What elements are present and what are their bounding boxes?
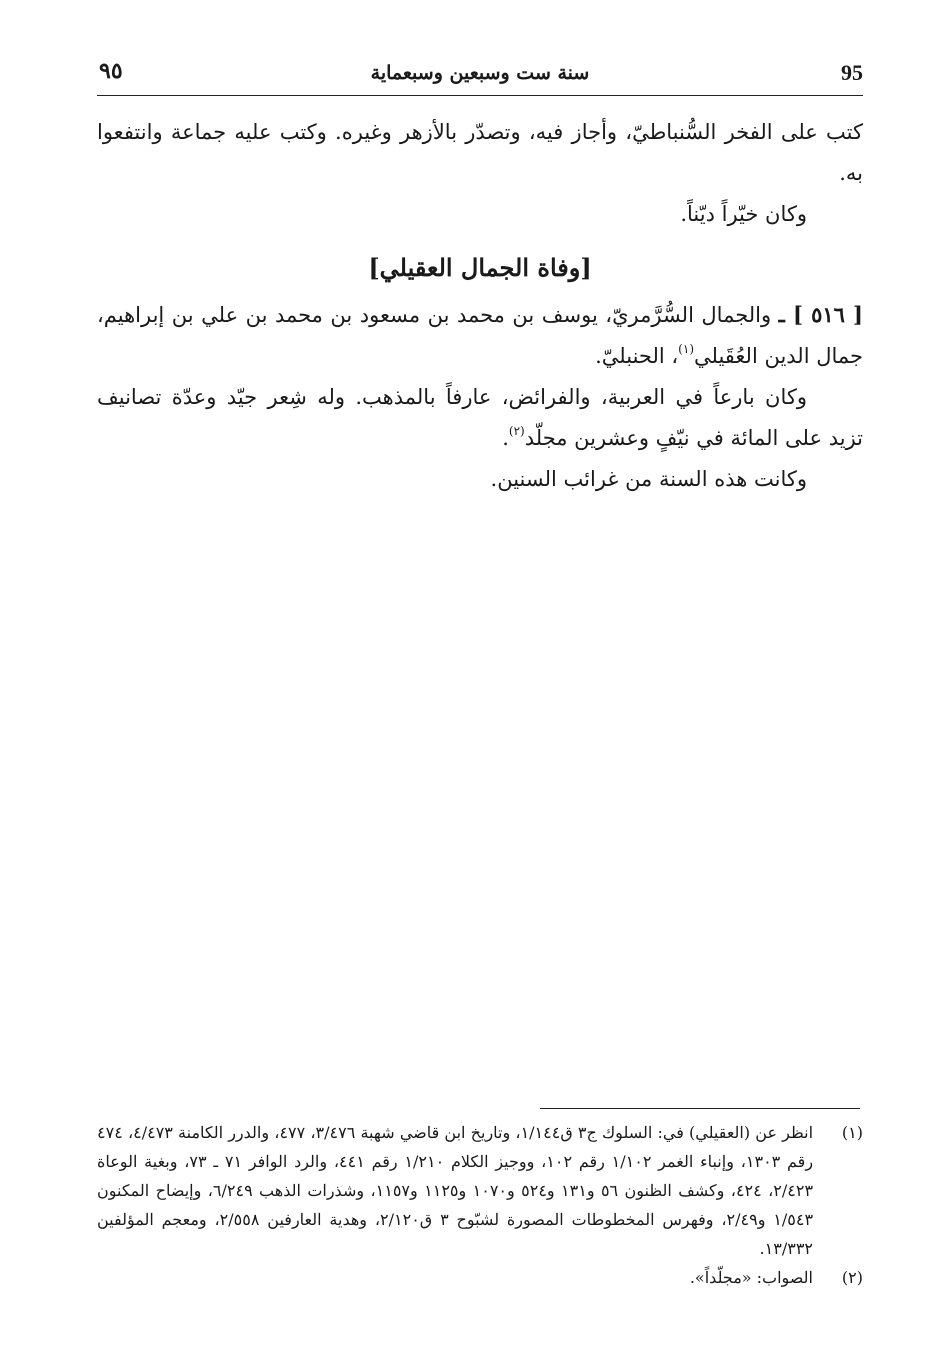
footnote xyxy=(97,1118,863,1263)
paragraph: وكانت هذه السنة من غرائب السنين. xyxy=(490,467,807,491)
footnote-ref[interactable]: (١) xyxy=(678,342,694,356)
footnote-text: الصواب: «مجلّداً». xyxy=(689,1268,813,1287)
paragraph-text-end: . xyxy=(502,426,509,450)
paragraph-text: وكان بارعاً في العربية، والفرائض، عارفاً بالمذهب. وله شِعر جيّد وعدّة تصانيف تزيد على المائة في نيّفٍ وعشرين مجلّد xyxy=(97,385,863,450)
footnote xyxy=(97,1263,863,1292)
entry-text-end: ، الحنبليّ. xyxy=(595,344,679,368)
biography-entry xyxy=(97,294,863,377)
footnote-rule xyxy=(540,1108,860,1109)
footnote-number: (٢) xyxy=(841,1268,863,1287)
entry-number: [ ٥١٦ ] ـ xyxy=(778,302,863,327)
paragraph xyxy=(97,377,863,459)
footnote-text: انظر عن (العقيلي) في: السلوك ج٣ ق١/١٤٤، وتاريخ ابن قاضي شهبة ٣/٤٧٦، ٤٧٧، والدرر الكامنة ٤/٤٧٣، ٤٧٤ رقم ١٣٠٣، وإنباء الغمر ١/١٠٢ رقم ١٠٢، ووجيز الكلام ١/٢١٠ رقم ٤٤١، والرد الوافر ٧١ ـ ٧٣، وبغية الوعاة ٢/٤٢٣، ٤٢٤، وكشف الظنون ٥٦ و١٣١ و٥٢٤ و١٠٧٠ و١١٢٥ و١١٥٧، وشذرات الذهب ٦/٢٤٩، وإيضاح المكنون ١/٥٤٣ و٢/٤٩، وفهرس المخطوطات المصورة لشبّوح ٣ ق٢/١٢٠، وهدية العارفين ٢/٥٥٨، ومعجم المؤلفين ١٣/٣٣٢. xyxy=(97,1123,814,1258)
paragraph: وكان خيّراً ديّناً. xyxy=(680,202,807,226)
page-header xyxy=(97,58,863,94)
entry-text: والجمال السُّرَّمريّ، يوسف بن محمد بن مسعود بن محمد بن علي بن إبراهيم، جمال الدين العُقَيلي xyxy=(97,303,863,368)
running-title: سنة ست وسبعين وسبعماية xyxy=(370,62,590,84)
page-number-arabic: ٩٥ xyxy=(99,58,123,84)
paragraph-continued: كتب على الفخر السُّنباطيّ، وأجاز فيه، وتصدّر بالأزهر وغيره. وكتب عليه جماعة وانتفعوا به. xyxy=(97,120,863,185)
footnote-ref[interactable]: (٢) xyxy=(508,424,525,438)
page-number-latin: 95 xyxy=(841,60,863,85)
footnote-number: (١) xyxy=(841,1123,863,1142)
footnotes xyxy=(97,1118,863,1292)
main-text xyxy=(97,112,863,500)
section-heading: [وفاة الجمال العقيلي] xyxy=(368,253,592,282)
header-rule xyxy=(97,95,863,96)
